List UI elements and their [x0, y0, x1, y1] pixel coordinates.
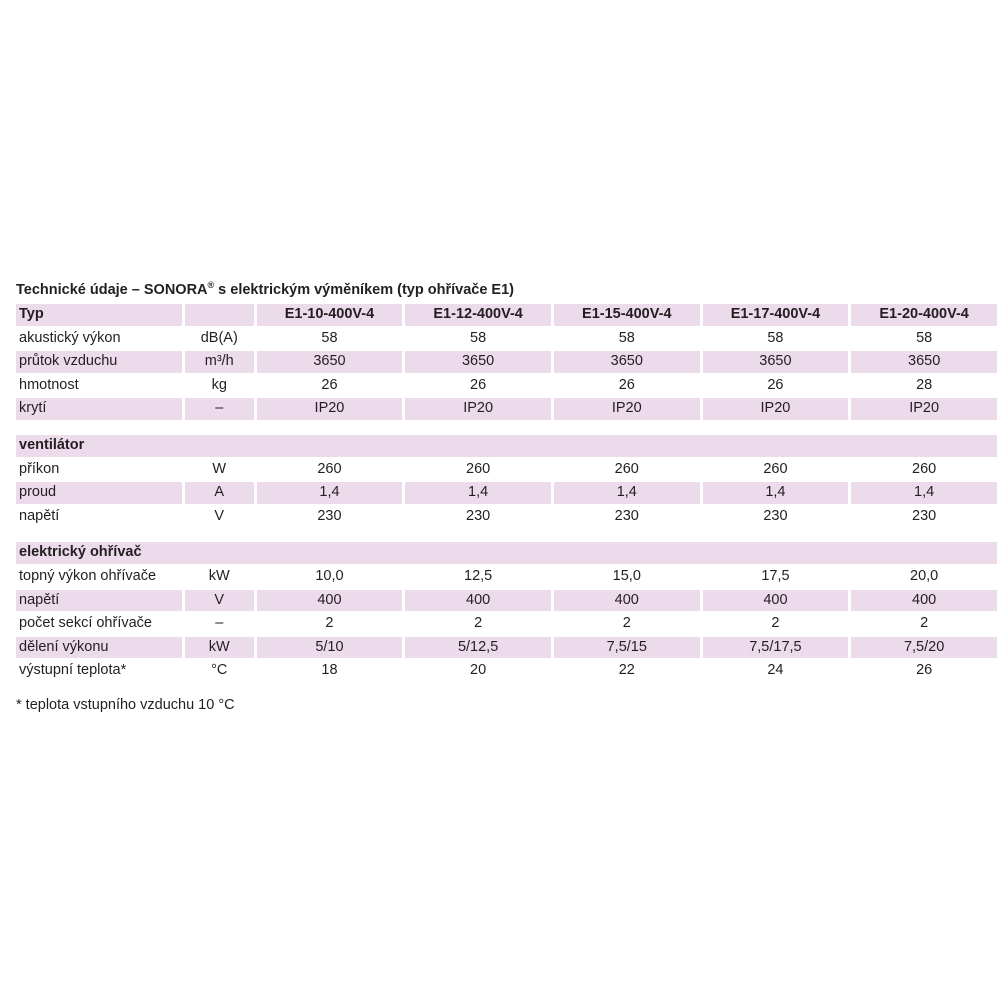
- value-cell: IP20: [554, 398, 700, 420]
- table-row: [16, 590, 997, 612]
- value-cell: 260: [912, 460, 937, 477]
- value-cell: 230: [317, 507, 342, 524]
- value-cell: 400: [554, 590, 700, 612]
- value-cell: 58: [618, 329, 635, 346]
- value-cell: 26: [767, 376, 784, 393]
- value-cell: 2: [622, 615, 631, 632]
- value-cell: 230: [466, 507, 491, 524]
- table-row: [16, 506, 997, 528]
- section-heading-row: [16, 542, 997, 564]
- row-unit: –: [215, 615, 224, 632]
- row-label: proud: [16, 482, 182, 504]
- row-label: napětí: [19, 507, 60, 524]
- value-cell: 400: [405, 590, 551, 612]
- row-label: napětí: [16, 590, 182, 612]
- row-label: dělení výkonu: [16, 637, 182, 659]
- value-cell: 26: [916, 662, 933, 679]
- value-cell: 1,4: [257, 482, 403, 504]
- value-cell: 20: [470, 662, 487, 679]
- value-cell: 15,0: [612, 567, 641, 584]
- gap-cell: [16, 422, 997, 433]
- row-unit: A: [185, 482, 254, 504]
- row-unit: dB(A): [200, 329, 238, 346]
- footnote: * teplota vstupního vzduchu 10 °C: [16, 697, 235, 713]
- row-label: hmotnost: [19, 376, 79, 393]
- row-unit: –: [185, 398, 254, 420]
- row-label: počet sekcí ohřívače: [19, 615, 152, 632]
- table-row: [16, 660, 997, 682]
- value-cell: 3650: [405, 351, 551, 373]
- row-unit: V: [214, 507, 225, 524]
- value-cell: 1,4: [405, 482, 551, 504]
- value-cell: 24: [767, 662, 784, 679]
- value-cell: 5/10: [257, 637, 403, 659]
- model-header: E1-15-400V-4: [554, 304, 700, 326]
- value-cell: 3650: [257, 351, 403, 373]
- table-row: [16, 328, 997, 350]
- value-cell: 230: [614, 507, 639, 524]
- value-cell: 7,5/15: [554, 637, 700, 659]
- table-row: [16, 375, 997, 397]
- row-label: příkon: [19, 460, 60, 477]
- value-cell: 3650: [554, 351, 700, 373]
- value-cell: 400: [851, 590, 997, 612]
- table-title: Technické údaje – SONORA® s elektrickým výměníkem (typ ohřívače E1): [16, 280, 514, 298]
- value-cell: 260: [466, 460, 491, 477]
- value-cell: IP20: [405, 398, 551, 420]
- value-cell: 1,4: [851, 482, 997, 504]
- row-label: akustický výkon: [19, 329, 121, 346]
- table-row: [16, 566, 997, 588]
- value-cell: 2: [920, 615, 929, 632]
- section-heading-row: [16, 435, 997, 457]
- model-header: E1-20-400V-4: [851, 304, 997, 326]
- value-cell: 400: [257, 590, 403, 612]
- value-cell: 26: [618, 376, 635, 393]
- value-cell: 58: [321, 329, 338, 346]
- value-cell: 26: [470, 376, 487, 393]
- gap-cell: [16, 529, 997, 540]
- section-heading: elektrický ohřívač: [16, 542, 997, 564]
- value-cell: 28: [916, 376, 933, 393]
- value-cell: 58: [916, 329, 933, 346]
- table-row: [16, 637, 997, 659]
- value-cell: IP20: [851, 398, 997, 420]
- value-cell: 1,4: [554, 482, 700, 504]
- header-type-label: Typ: [16, 304, 182, 326]
- row-label: výstupní teplota*: [19, 662, 127, 679]
- value-cell: 230: [912, 507, 937, 524]
- value-cell: 7,5/20: [851, 637, 997, 659]
- value-cell: 260: [614, 460, 639, 477]
- spec-table: [13, 302, 1000, 684]
- row-unit: kW: [208, 567, 230, 584]
- header-unit: [185, 304, 254, 326]
- value-cell: 2: [771, 615, 780, 632]
- value-cell: IP20: [703, 398, 849, 420]
- value-cell: 12,5: [464, 567, 493, 584]
- row-unit: W: [212, 460, 227, 477]
- value-cell: 7,5/17,5: [703, 637, 849, 659]
- row-label: topný výkon ohřívače: [19, 567, 157, 584]
- value-cell: 1,4: [703, 482, 849, 504]
- value-cell: 58: [470, 329, 487, 346]
- section-gap: [16, 422, 997, 433]
- row-unit: kW: [185, 637, 254, 659]
- value-cell: 3650: [703, 351, 849, 373]
- row-unit: m³/h: [185, 351, 254, 373]
- row-unit: kg: [211, 376, 227, 393]
- value-cell: 3650: [851, 351, 997, 373]
- row-unit: °C: [211, 662, 228, 679]
- model-header: E1-17-400V-4: [703, 304, 849, 326]
- section-heading: ventilátor: [16, 435, 997, 457]
- value-cell: 400: [703, 590, 849, 612]
- value-cell: 5/12,5: [405, 637, 551, 659]
- value-cell: 230: [763, 507, 788, 524]
- value-cell: 2: [474, 615, 483, 632]
- value-cell: 20,0: [910, 567, 939, 584]
- table-row: [16, 459, 997, 481]
- table-row: [16, 482, 997, 504]
- value-cell: 17,5: [761, 567, 790, 584]
- value-cell: 2: [325, 615, 334, 632]
- value-cell: IP20: [257, 398, 403, 420]
- row-unit: V: [185, 590, 254, 612]
- table-row: [16, 398, 997, 420]
- model-header: E1-12-400V-4: [405, 304, 551, 326]
- model-header: E1-10-400V-4: [257, 304, 403, 326]
- value-cell: 10,0: [315, 567, 344, 584]
- value-cell: 58: [767, 329, 784, 346]
- value-cell: 260: [317, 460, 342, 477]
- value-cell: 26: [321, 376, 338, 393]
- table-row: [16, 351, 997, 373]
- section-gap: [16, 529, 997, 540]
- row-label: průtok vzduchu: [16, 351, 182, 373]
- value-cell: 18: [321, 662, 338, 679]
- value-cell: 260: [763, 460, 788, 477]
- registered-mark: ®: [207, 280, 215, 290]
- header-row: [16, 304, 997, 326]
- row-label: krytí: [16, 398, 182, 420]
- table-row: [16, 613, 997, 635]
- value-cell: 22: [618, 662, 635, 679]
